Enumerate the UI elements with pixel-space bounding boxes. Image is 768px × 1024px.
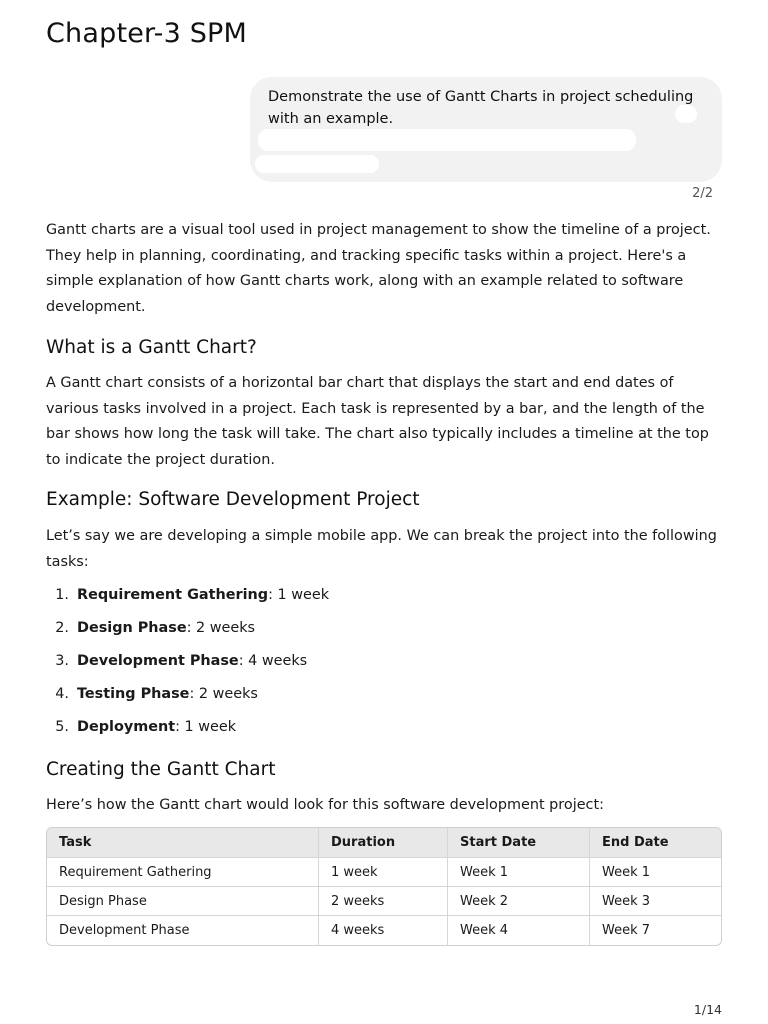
task-name: Development Phase: [77, 653, 239, 669]
page-title: Chapter-3 SPM: [46, 18, 248, 49]
prompt-line-2: with an example.: [268, 111, 394, 127]
task-name: Design Phase: [77, 620, 187, 636]
list-number: 4.: [55, 686, 69, 702]
column-header-start-date: Start Date: [448, 828, 590, 858]
column-header-task: Task: [47, 828, 319, 858]
redaction-mark: [255, 155, 379, 173]
task-duration: : 2 weeks: [189, 686, 258, 702]
list-number: 3.: [55, 653, 69, 669]
task-duration: : 1 week: [268, 587, 330, 603]
list-item: [46, 650, 329, 683]
table-cell: Requirement Gathering: [47, 858, 319, 887]
table-header-row: [47, 828, 721, 858]
list-item: [46, 584, 329, 617]
table-cell: Week 4: [448, 916, 590, 945]
table-cell: Week 3: [590, 887, 721, 916]
response-counter: 2/2: [692, 186, 713, 201]
section-paragraph-what-is: A Gantt chart consists of a horizontal bar chart that displays the start and end dates of various tasks involved in a project. Each task is represented by a bar, and the length of the bar shows how long the task will take. The chart also typically includes a timeline at the top to indicate the project duration.: [46, 375, 709, 468]
section-paragraph-example: Let’s say we are developing a simple mobile app. We can break the project into the following tasks:: [46, 528, 717, 570]
list-item: [46, 683, 329, 716]
task-duration: : 1 week: [175, 719, 237, 735]
table-cell: Week 7: [602, 923, 651, 938]
gantt-schedule-table: [46, 827, 722, 946]
list-number: 1.: [55, 587, 69, 603]
table-cell: Design Phase: [47, 887, 319, 916]
column-header-end-date: End Date: [590, 828, 721, 858]
page-number: 1/14: [693, 1002, 722, 1017]
table-cell: Week 2: [448, 887, 590, 916]
section-heading-example: Example: Software Development Project: [46, 489, 420, 510]
task-duration: : 4 weeks: [238, 653, 308, 669]
list-item: [46, 716, 329, 749]
table-row: [47, 858, 721, 887]
list-number: 2.: [55, 620, 69, 636]
section-heading-creating: Creating the Gantt Chart: [46, 759, 276, 780]
table-cell: 4 weeks: [319, 916, 448, 945]
table-row: [47, 916, 721, 945]
task-name: Deployment: [77, 719, 176, 735]
section-paragraph-creating: Here’s how the Gantt chart would look for this software development project:: [46, 797, 604, 813]
task-list: [46, 584, 329, 749]
prompt-line-1: Demonstrate the use of Gantt Charts in project scheduling: [268, 89, 694, 105]
task-name: Requirement Gathering: [77, 587, 269, 603]
intro-paragraph: Gantt charts are a visual tool used in project management to show the timeline of a project. They help in planning, coordinating, and tracking specific tasks within a project. Here's a simple explanation of how Gantt charts work, along with an example related to software development.: [46, 222, 711, 315]
list-item: [46, 617, 329, 650]
redaction-mark: [675, 105, 697, 123]
list-number: 5.: [55, 719, 69, 735]
task-duration: : 2 weeks: [186, 620, 256, 636]
table-cell: 1 week: [319, 858, 448, 887]
table-row: [47, 887, 721, 916]
user-prompt-bubble: [250, 77, 722, 182]
redaction-mark: [258, 129, 636, 151]
section-heading-what-is: What is a Gantt Chart?: [46, 337, 257, 358]
column-header-duration: Duration: [319, 828, 448, 858]
table-cell: 2 weeks: [319, 887, 448, 916]
table-cell: Week 1: [448, 858, 590, 887]
table-cell: Week 1: [590, 858, 721, 887]
task-name: Testing Phase: [77, 686, 190, 702]
table-cell: Development Phase: [47, 916, 319, 945]
